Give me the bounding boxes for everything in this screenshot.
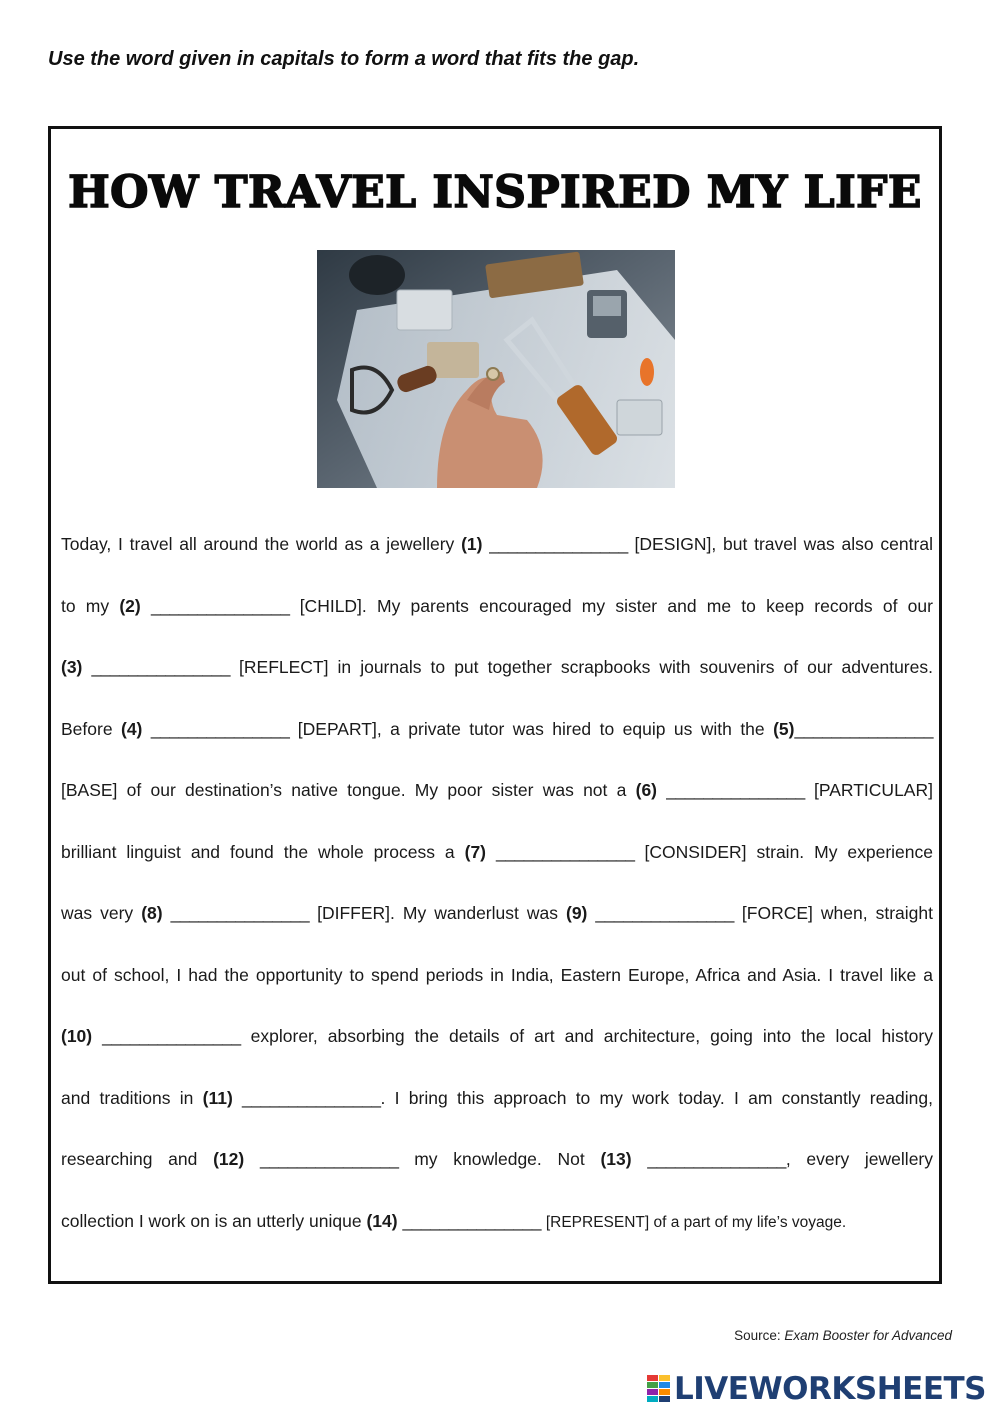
gap-number: (4) — [121, 718, 143, 739]
gap-blank[interactable]: _______________ — [242, 1087, 381, 1108]
gap-number: (7) — [464, 841, 487, 862]
text-fragment: Before — [61, 718, 113, 739]
text-fragment: [FORCE] when, straight — [741, 903, 933, 923]
text-fragment: [REPRESENT] of a part of my life’s voyage. — [545, 1213, 847, 1231]
source-credit — [734, 1328, 952, 1343]
text-line — [61, 712, 933, 774]
text-fragment: [DESIGN], but travel was also central — [634, 534, 933, 554]
text-line — [61, 835, 933, 897]
text-fragment: , every jewellery — [785, 1149, 934, 1169]
text-fragment: my knowledge. Not — [414, 1149, 585, 1169]
text-fragment: [BASE] of our destination’s native tongue. My poor sister was not a — [61, 780, 627, 800]
source-book: Exam Booster for Advanced — [784, 1328, 952, 1343]
gap-blank[interactable]: _______________ — [102, 1026, 241, 1046]
gap-number: (8) — [141, 903, 163, 923]
text-fragment: [CONSIDER] strain. My experience — [644, 841, 934, 862]
text-fragment: and traditions in — [61, 1087, 194, 1108]
text-fragment: researching and — [61, 1149, 198, 1169]
gap-number: (14) — [366, 1210, 398, 1231]
gap-number: (1) — [461, 534, 483, 554]
gap-blank[interactable]: _______________ — [794, 718, 933, 739]
gap-blank[interactable]: _______________ — [91, 657, 230, 677]
photo-illustration — [317, 250, 675, 488]
gap-number: (11) — [202, 1087, 233, 1108]
instruction: Use the word given in capitals to form a word that fits the gap. — [48, 48, 640, 70]
text-line — [61, 896, 933, 958]
gap-number: (13) — [600, 1149, 632, 1169]
text-line — [61, 773, 933, 835]
worksheet-frame — [48, 126, 942, 1284]
gap-blank[interactable]: _______________ — [150, 595, 290, 616]
gap-blank[interactable]: _______________ — [666, 780, 805, 800]
text-fragment: [REFLECT] in journals to put together scrapbooks with souvenirs of our adventures. — [239, 657, 933, 677]
brand-name: LIVEWORKSHEETS — [674, 1371, 986, 1407]
source-label: Source: — [734, 1328, 781, 1343]
text-line — [61, 589, 933, 651]
jewellery-workbench-photo — [317, 250, 675, 488]
text-line — [61, 650, 933, 712]
gap-blank[interactable]: _______________ — [595, 903, 734, 923]
text-fragment: brilliant linguist and found the whole process a — [61, 841, 455, 862]
gap-blank[interactable]: _______________ — [647, 1149, 786, 1169]
text-fragment: was very — [61, 903, 134, 923]
text-fragment: [DEPART], a private tutor was hired to equip us with the — [297, 718, 765, 739]
gap-blank[interactable]: _______________ — [259, 1149, 399, 1169]
gap-number: (9) — [566, 903, 588, 923]
gap-number: (5) — [773, 718, 795, 739]
text-fragment: out of school, I had the opportunity to spend periods in India, Eastern Europe, Africa and Asia. I travel like a — [61, 964, 933, 985]
text-fragment: Today, I travel all around the world as a jewellery — [61, 534, 455, 554]
gap-blank[interactable]: _______________ — [495, 841, 635, 862]
text-fragment: . I bring this approach to my work today. I am constantly reading, — [380, 1087, 933, 1108]
gap-number: (10) — [61, 1026, 93, 1046]
gap-blank[interactable]: _______________ — [489, 534, 628, 554]
gap-number: (6) — [635, 780, 658, 800]
text-fragment: [DIFFER]. My wanderlust was — [317, 903, 558, 923]
text-fragment: collection I work on is an utterly unique — [61, 1210, 362, 1231]
gap-number: (2) — [119, 595, 141, 616]
text-fragment: [CHILD]. My parents encouraged my sister and me to keep records of our — [299, 595, 933, 616]
text-fragment: to my — [61, 595, 110, 616]
gap-number: (3) — [61, 657, 83, 677]
gap-blank[interactable]: _______________ — [170, 903, 310, 923]
text-line — [61, 1019, 933, 1081]
text-line — [61, 958, 933, 1020]
liveworksheets-brand[interactable] — [646, 1371, 986, 1407]
gap-blank[interactable]: _______________ — [402, 1210, 541, 1231]
text-line — [61, 1204, 933, 1266]
text-line — [61, 1142, 933, 1204]
text-fragment: [PARTICULAR] — [814, 780, 933, 800]
cloze-text — [61, 527, 933, 1265]
gap-number: (12) — [213, 1149, 245, 1169]
worksheet-title: HOW TRAVEL INSPIRED MY LIFE — [68, 167, 922, 218]
text-fragment: explorer, absorbing the details of art and architecture, going into the local history — [250, 1026, 933, 1046]
text-line — [61, 527, 933, 589]
gap-blank[interactable]: _______________ — [150, 718, 290, 739]
text-line — [61, 1081, 933, 1143]
liveworksheets-logo-icon — [646, 1374, 672, 1404]
